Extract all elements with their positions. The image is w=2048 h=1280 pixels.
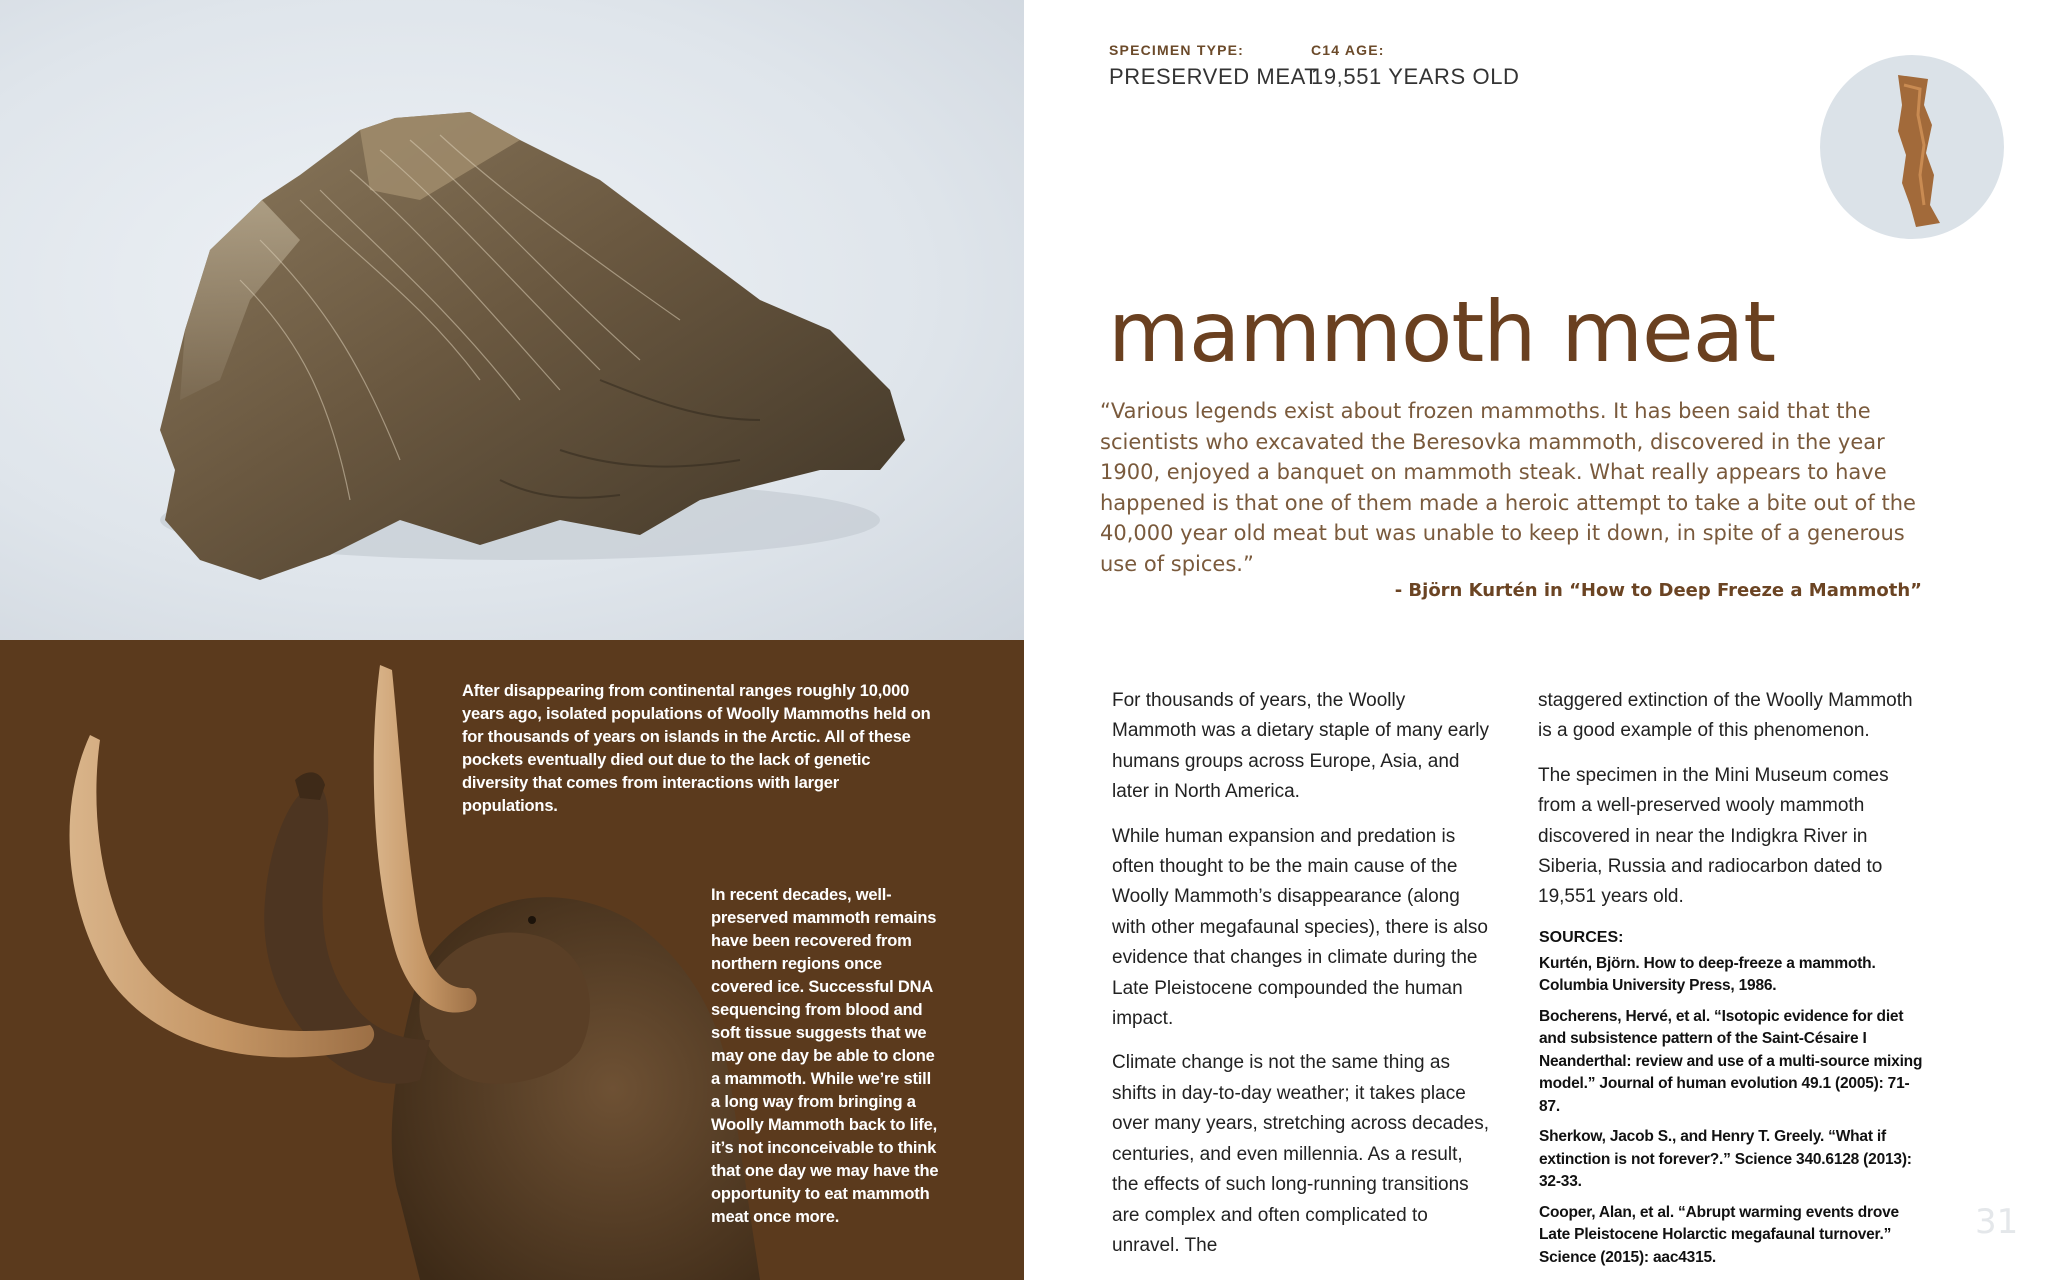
body-paragraph: staggered extinction of the Woolly Mammoth is a good example of this phenomenon. [1538, 690, 1913, 742]
meat-illustration [0, 0, 1024, 640]
source-item: Bocherens, Hervé, et al. “Isotopic evidence for diet and subsistence pattern of the Saint-Césaire I Neanderthal: review and use of a multi-source mixing model.” Journal of human evolution 49.1 (2005): 71-87. [1539, 1007, 1923, 1115]
mammoth-eye [528, 916, 536, 924]
intro-quote: “Various legends exist about frozen mammoths. It has been said that the scientists who excavated the Beresovka mammoth, discovered in the year 1900, enjoyed a banquet on mammoth steak. What really appears to have happened is that one of them made a heroic attempt to take a bite out of the 40,000 year old meat but was unable to keep it down, in spite of a generous use of spices.” [1100, 399, 1916, 576]
body-paragraph: The specimen in the Mini Museum comes from a well-preserved wooly mammoth discovered in near the Indigkra River in Siberia, Russia and radiocarbon dated to 19,551 years old. [1538, 764, 1889, 908]
body-column-2 [1538, 686, 1928, 1277]
specimen-type [1109, 42, 1318, 90]
mammoth-panel [0, 640, 1024, 1280]
body-paragraph: While human expansion and predation is often thought to be the main cause of the Woolly Mammoth’s disappearance (along with other megafaunal species), there is also evidence that changes in climate during the Late Pleistocene compounded the human impact. [1112, 825, 1488, 1030]
page-title: mammoth meat [1108, 283, 1776, 381]
quote-attribution: - Björn Kurtén in “How to Deep Freeze a Mammoth” [1394, 580, 1922, 601]
source-item: Kurtén, Björn. How to deep-freeze a mammoth. Columbia University Press, 1986. [1539, 954, 1876, 995]
page-number: 31 [1975, 1202, 2019, 1242]
specimen-sample-icon [1820, 55, 2004, 239]
meat-photo [0, 0, 1024, 640]
specimen-age-label: C14 AGE: [1311, 42, 1385, 58]
specimen-age [1311, 42, 1520, 90]
specimen-sample-image [1820, 55, 2004, 239]
body-paragraph: Climate change is not the same thing as shifts in day-to-day weather; it takes place over many years, stretching across decades, centuries, and even millennia. As a result, the effects of such long-running transitions are complex and often complicated to unravel. The [1112, 1052, 1490, 1256]
panel-text-top: After disappearing from continental ranges roughly 10,000 years ago, isolated populations of Woolly Mammoths held on for thousands of years on islands in the Arctic. All of these pockets eventually died out due to the lack of genetic diversity that comes from interactions with larger populations. [462, 682, 931, 815]
specimen-type-value: PRESERVED MEAT [1109, 64, 1319, 89]
sources-heading: SOURCES: [1539, 928, 1624, 946]
body-paragraph: For thousands of years, the Woolly Mammoth was a dietary staple of many early humans groups across Europe, Asia, and later in North America. [1112, 690, 1489, 803]
specimen-age-value: 19,551 YEARS OLD [1311, 64, 1520, 89]
source-item: Sherkow, Jacob S., and Henry T. Greely. “What if extinction is not forever?.” Science 340.6128 (2013): 32-33. [1539, 1128, 1912, 1191]
specimen-type-label: SPECIMEN TYPE: [1109, 42, 1245, 58]
panel-text-bottom: In recent decades, well-preserved mammoth remains have been recovered from northern regions once covered ice. Successful DNA sequencing from blood and soft tissue suggests that we may one day be able to clone a mammoth. While we’re still a long way from bringing a Woolly Mammoth back to life, it’s not inconceivable to think that one day we may have the opportunity to eat mammoth meat once more. [711, 886, 939, 1226]
body-column-1 [1112, 686, 1492, 1275]
source-item: Cooper, Alan, et al. “Abrupt warming events drove Late Pleistocene Holarctic megafaunal turnover.” Science (2015): aac4315. [1539, 1203, 1899, 1266]
